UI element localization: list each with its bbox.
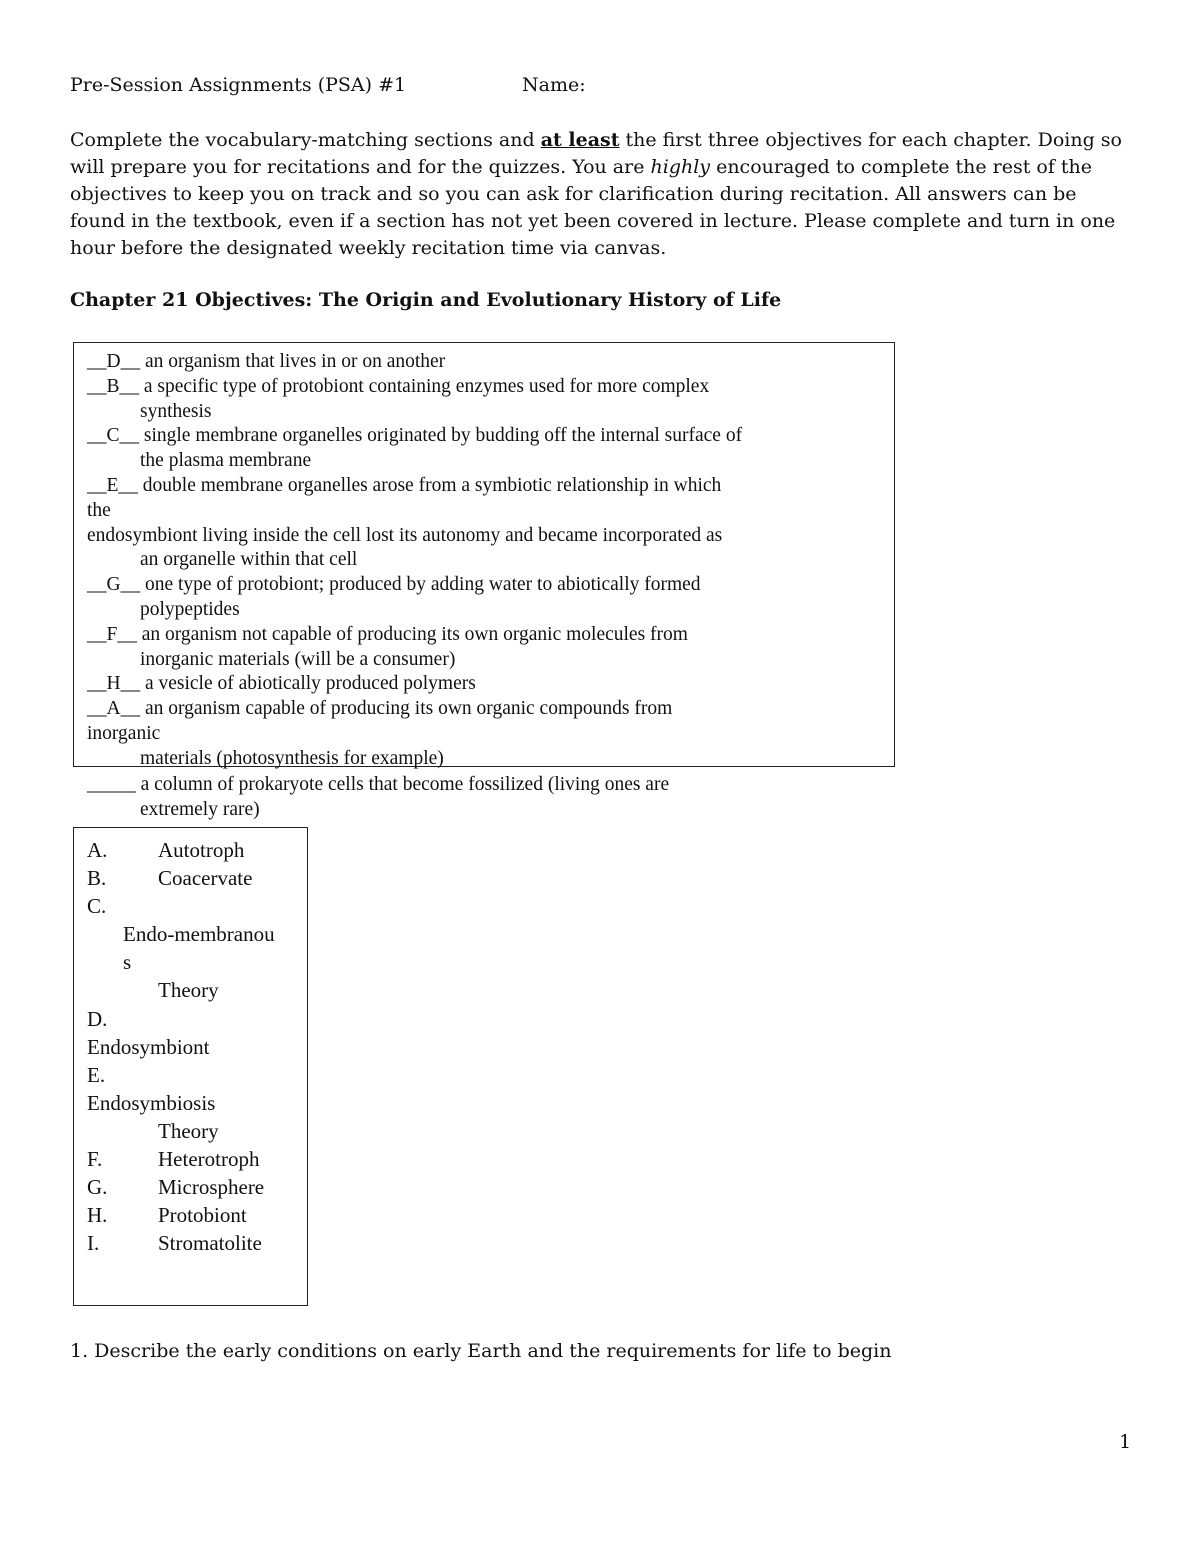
term-name: Autotroph (158, 838, 245, 862)
matching-line: __C__ single membrane organelles originated by budding off the internal surface of (87, 425, 743, 447)
term-letter: B. (87, 866, 107, 891)
matching-line: __H__ a vesicle of abiotically produced polymers (87, 673, 476, 695)
matching-line: __G__ one type of protobiont; produced by adding water to abiotically formed (87, 574, 701, 596)
matching-line: extremely rare) (140, 798, 260, 820)
term-name: s (123, 950, 132, 975)
question-1: 1. Describe the early conditions on early Earth and the requirements for life to begin (70, 1340, 892, 1362)
term-name: Theory (158, 978, 219, 1003)
term-name: Coacervate (158, 866, 253, 891)
term-name: Protobiont (158, 1203, 247, 1228)
matching-line: _____ a column of prokaryote cells that become fossilized (living ones are (87, 774, 670, 795)
matching-line: __B__ a specific type of protobiont containing enzymes used for more complex (87, 375, 710, 397)
matching-line: inorganic (87, 722, 161, 744)
matching-line: the (87, 499, 111, 521)
instructions-text-3: encouraged to complete the rest of the objectives to keep you on track and so you can ask for clarification during recitation. All answers can be found in the textbook, even if a section has not yet been covered in lecture. Please complete and turn in one hour before the designated weekly recitation time via canvas. (70, 156, 1116, 259)
instructions-paragraph (70, 127, 1130, 262)
instructions-text-2: the first three objectives for each chapter. Doing so will prepare you for recitations and for the quizzes. You are (70, 129, 1122, 178)
matching-line: polypeptides (140, 598, 240, 620)
chapter-heading: Chapter 21 Objectives: The Origin and Evolutionary History of Life (70, 289, 782, 311)
matching-line: materials (photosynthesis for example) (140, 747, 444, 769)
term-letter: F. (87, 1147, 103, 1172)
term-letter: D. (87, 1006, 108, 1031)
matching-line: an organelle within that cell (140, 549, 358, 571)
matching-line: synthesis (140, 400, 212, 422)
matching-list (87, 350, 742, 772)
matching-overflow (87, 773, 669, 823)
instructions-italic: highly (650, 156, 711, 178)
name-label: Name: (522, 74, 586, 96)
page-number: 1 (1119, 1431, 1132, 1453)
matching-line: __E__ double membrane organelles arose from a symbiotic relationship in which (87, 474, 722, 496)
term-name: Microsphere (158, 1175, 265, 1200)
term-name: Endosymbiont (87, 1034, 210, 1059)
term-name: Endo-membranou (123, 922, 275, 947)
matching-line: __F__ an organism not capable of producing its own organic molecules from (87, 623, 688, 645)
term-name: Stromatolite (158, 1231, 262, 1256)
matching-line: the plasma membrane (140, 450, 312, 472)
matching-line: __D__ an organism that lives in or on another (87, 351, 446, 372)
term-name: Theory (158, 1118, 219, 1143)
matching-line: endosymbiont living inside the cell lost its autonomy and became incorporated as (87, 524, 723, 546)
matching-line: inorganic materials (will be a consumer) (140, 648, 456, 670)
term-letter: A. (87, 838, 108, 862)
term-letter: C. (87, 894, 107, 919)
term-letter: I. (87, 1231, 100, 1256)
term-letter: H. (87, 1203, 108, 1228)
term-name: Endosymbiosis (87, 1090, 216, 1115)
assignment-title: Pre-Session Assignments (PSA) #1 (70, 74, 407, 96)
term-name: Heterotroph (158, 1147, 260, 1172)
instructions-emphasis: at least (540, 129, 620, 151)
instructions-text-1: Complete the vocabulary-matching sections and (70, 129, 541, 151)
term-letter: E. (87, 1062, 106, 1087)
matching-line: __A__ an organism capable of producing its own organic compounds from (87, 698, 673, 720)
term-letter: G. (87, 1175, 108, 1200)
